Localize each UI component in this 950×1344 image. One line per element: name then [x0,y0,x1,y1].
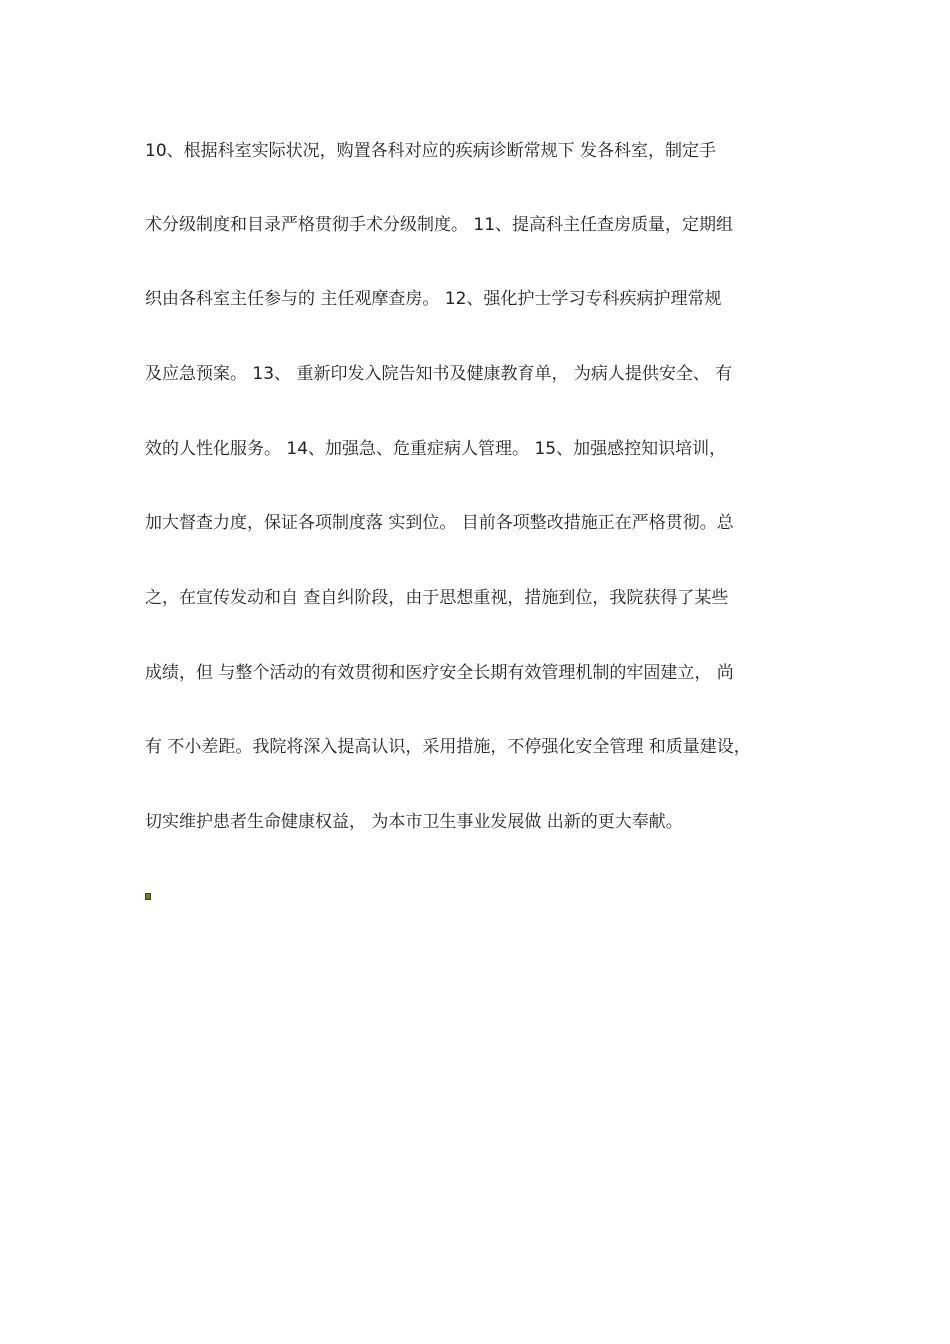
paragraph-line: 切实维护患者生命健康权益， 为本市卫生事业发展做 出新的更大奉献。 [145,812,683,832]
paragraph-line: 效的人性化服务。 14、加强急、危重症病人管理。 15、加强感控知识培训， [145,439,727,459]
paragraph-line: 加大督查力度，保证各项制度落 实到位。 目前各项整改措施正在严格贯彻。总 [145,513,734,533]
paragraph-line: 及应急预案。 13、 重新印发入院告知书及健康教育单， 为病人提供安全、 有 [145,364,733,384]
paragraph-line: 成绩，但 与整个活动的有效贯彻和医疗安全长期有效管理机制的牢固建立， 尚 [145,663,734,683]
paragraph-line: 术分级制度和目录严格贯彻手术分级制度。 11、提高科主任查房质量，定期组 [145,215,734,235]
paragraph-line: 之，在宣传发动和自 查自纠阶段，由于思想重视，措施到位，我院获得了某些 [145,588,729,608]
embedded-image-icon [145,893,151,900]
paragraph-line: 织由各科室主任参与的 主任观摩查房。 12、强化护士学习专科疾病护理常规 [145,289,722,309]
paragraph-line: 有 不小差距。我院将深入提高认识，采用措施，不停强化安全管理 和质量建设， [145,737,751,757]
paragraph-line: 10、根据科室实际状况，购置各科对应的疾病诊断常规下 发各科室，制定手 [145,141,717,161]
